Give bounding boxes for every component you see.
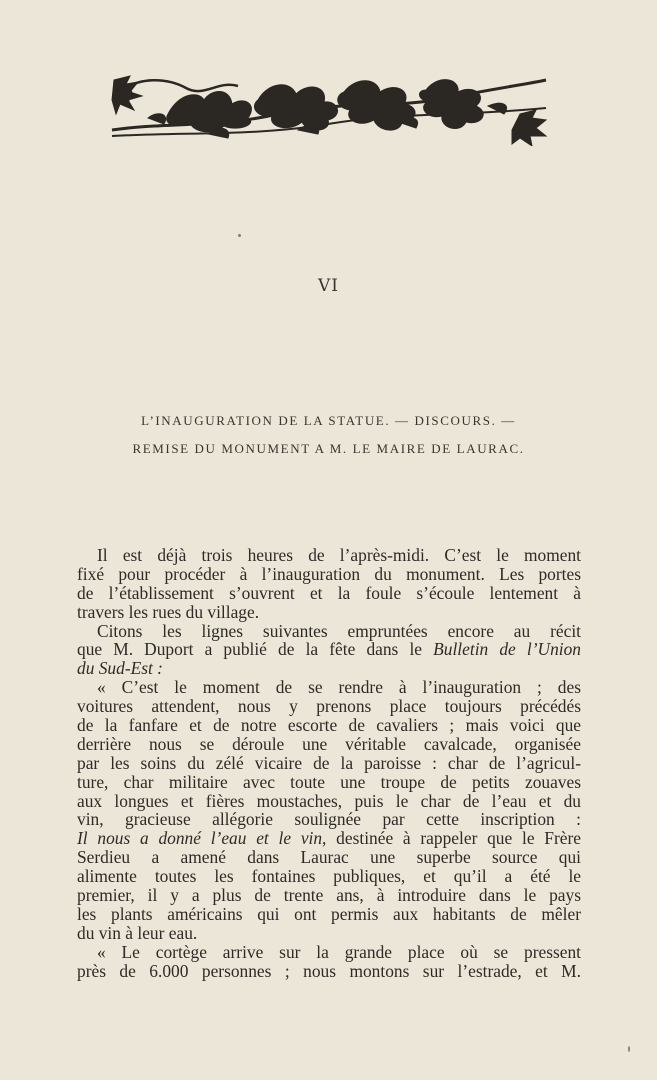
chapter-heading-line-2: REMISE DU MONUMENT A M. LE MAIRE DE LAURAC. [132,441,525,456]
text-line: de l’établissement s’ouvrent et la foule s’écoule lentement à [77,582,581,603]
text-line: aux longues et fières moustaches, puis le char de l’eau et du [77,790,581,811]
body-text [77,546,581,980]
text-line: premier, il y a plus de trente ans, à introduire dans le pays [77,885,581,906]
chapter-number: VI [318,276,339,296]
text-line: « Le cortège arrive sur la grande place où se pressent [97,941,581,962]
text-line: derrière nous se déroule une véritable cavalcade, organisée [77,733,581,754]
text-fragment: que M. Duport a publié de la fête dans le [77,639,434,660]
bulletin-title-italic: Bulletin de l’Union [433,639,581,660]
text-line: voitures attendent, nous y prenons place toujours précédés [77,696,581,717]
text-line: ture, char militaire avec toute une troupe de petits zouaves [77,771,581,792]
text-line: vin, gracieuse allégorie soulignée par cette inscription : [77,809,581,830]
text-line [77,829,581,848]
text-line: de la fanfare et de notre escorte de cavaliers ; mais voici que [77,715,581,736]
text-line: du Sud-Est : [77,658,163,679]
chapter-heading-line-1: L’INAUGURATION DE LA STATUE. — DISCOURS. — [141,413,516,428]
text-line [77,640,581,659]
text-line: alimente toutes les fontaines publiques, et qu’il a été le [77,866,581,887]
text-line: près de 6.000 personnes ; nous montons sur l’estrade, et M. [77,960,581,981]
text-line: du vin à leur eau. [77,922,198,943]
text-line: fixé pour procéder à l’inauguration du monument. Les portes [77,563,581,584]
text-line: par les soins du zélé vicaire de la paroisse : char de l’agricul- [77,752,581,773]
inscription-italic: Il nous a donné l’eau et le vin, [77,828,327,849]
text-line: les plants américains qui ont permis aux habitants de mêler [77,903,581,924]
text-line: « C’est le moment de se rendre à l’inauguration ; des [97,677,581,698]
floral-ornament-headpiece [108,70,550,146]
paper-speck [628,1046,630,1052]
text-line: travers les rues du village. [77,601,260,622]
text-fragment: destinée à rappeler que le Frère [326,828,581,849]
text-line: Il est déjà trois heures de l’après-midi. C’est le moment [97,545,581,565]
text-line: Serdieu a amené dans Laurac une superbe source qui [77,847,581,868]
paper-speck [238,234,241,237]
text-line: Citons les lignes suivantes empruntées encore au récit [97,620,581,641]
